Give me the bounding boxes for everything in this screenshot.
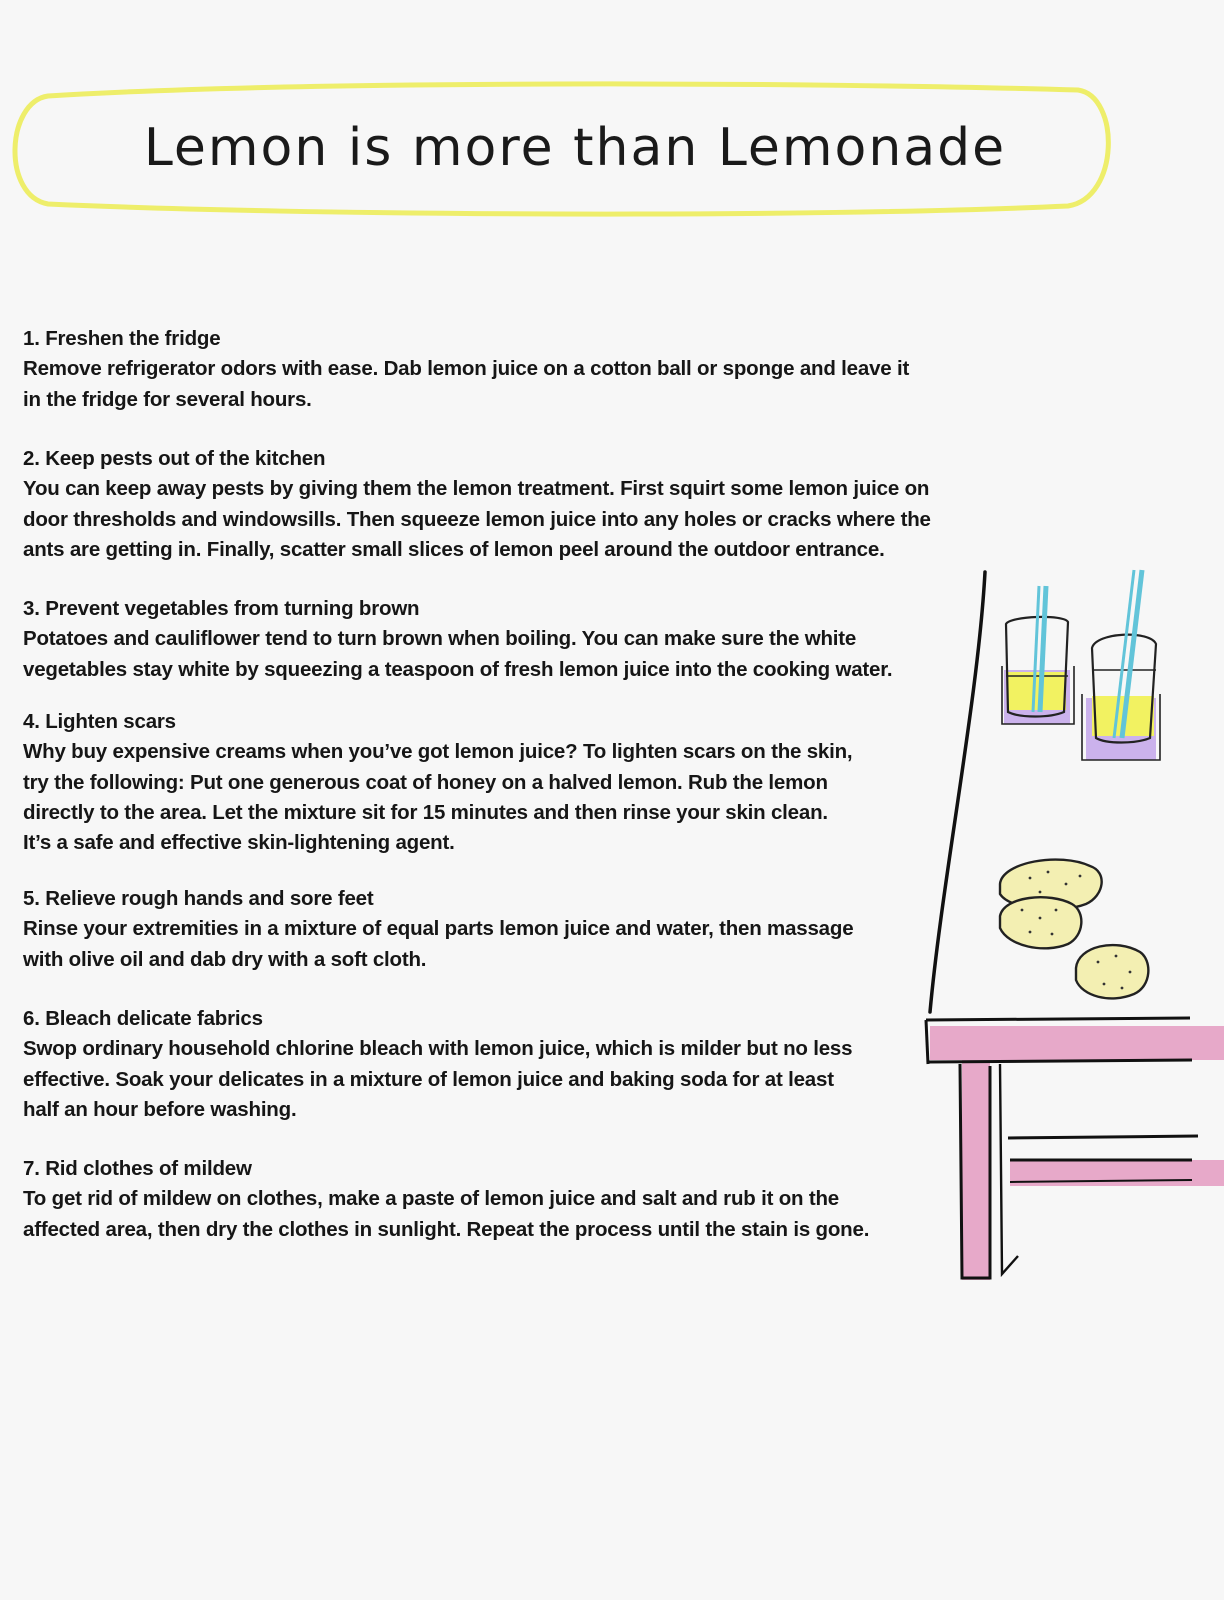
page-title: Lemon is more than Lemonade bbox=[143, 118, 1007, 178]
tip-line: It’s a safe and effective skin-lightening agent. bbox=[23, 831, 455, 855]
tip-line: Rinse your extremities in a mixture of equal parts lemon juice and water, then massage bbox=[23, 917, 854, 941]
tip-line: Swop ordinary household chlorine bleach with lemon juice, which is milder but no less bbox=[23, 1037, 853, 1061]
tip-line: Remove refrigerator odors with ease. Dab lemon juice on a cotton ball or sponge and leave it bbox=[23, 357, 910, 381]
tip-heading: 1. Freshen the fridge bbox=[23, 327, 221, 350]
tip-line: affected area, then dry the clothes in sunlight. Repeat the process until the stain is gone. bbox=[23, 1217, 870, 1241]
tip-line: half an hour before washing. bbox=[23, 1097, 297, 1121]
lemon-icon bbox=[1000, 897, 1081, 948]
tip-line: effective. Soak your delicates in a mixture of lemon juice and baking soda for at least bbox=[23, 1067, 834, 1091]
lemon-icon bbox=[1076, 945, 1148, 998]
wall-line bbox=[930, 572, 985, 1012]
tip-line: door thresholds and windowsills. Then squeeze lemon juice into any holes or cracks where the bbox=[23, 507, 931, 531]
tip-line: try the following: Put one generous coat of honey on a halved lemon. Rub the lemon bbox=[23, 770, 828, 794]
tip-line: You can keep away pests by giving them the lemon treatment. First squirt some lemon juice on bbox=[23, 477, 930, 501]
tip-line: with olive oil and dab dry with a soft cloth. bbox=[23, 947, 427, 971]
glass-icon bbox=[1082, 570, 1160, 760]
tip-line: directly to the area. Let the mixture sit for 15 minutes and then rinse your skin clean. bbox=[23, 800, 828, 824]
tip-heading: 2. Keep pests out of the kitchen bbox=[23, 447, 326, 470]
tip-heading: 7. Rid clothes of mildew bbox=[23, 1157, 252, 1180]
table-illustration bbox=[926, 1018, 1224, 1280]
tip-heading: 5. Relieve rough hands and sore feet bbox=[23, 887, 374, 910]
glass-icon bbox=[1002, 586, 1074, 724]
tip-heading: 6. Bleach delicate fabrics bbox=[23, 1007, 263, 1030]
tip-heading: 3. Prevent vegetables from turning brown bbox=[23, 597, 420, 620]
tip-line: To get rid of mildew on clothes, make a paste of lemon juice and salt and rub it on the bbox=[23, 1187, 840, 1211]
tip-line: vegetables stay white by squeezing a teaspoon of fresh lemon juice into the cooking water. bbox=[23, 657, 893, 681]
tip-line: ants are getting in. Finally, scatter small slices of lemon peel around the outdoor entrance. bbox=[23, 537, 885, 561]
tip-line: Why buy expensive creams when you’ve got lemon juice? To lighten scars on the skin, bbox=[23, 740, 853, 764]
tip-heading: 4. Lighten scars bbox=[23, 710, 176, 733]
tip-line: in the fridge for several hours. bbox=[23, 387, 312, 411]
tip-line: Potatoes and cauliflower tend to turn brown when boiling. You can make sure the white bbox=[23, 627, 857, 651]
